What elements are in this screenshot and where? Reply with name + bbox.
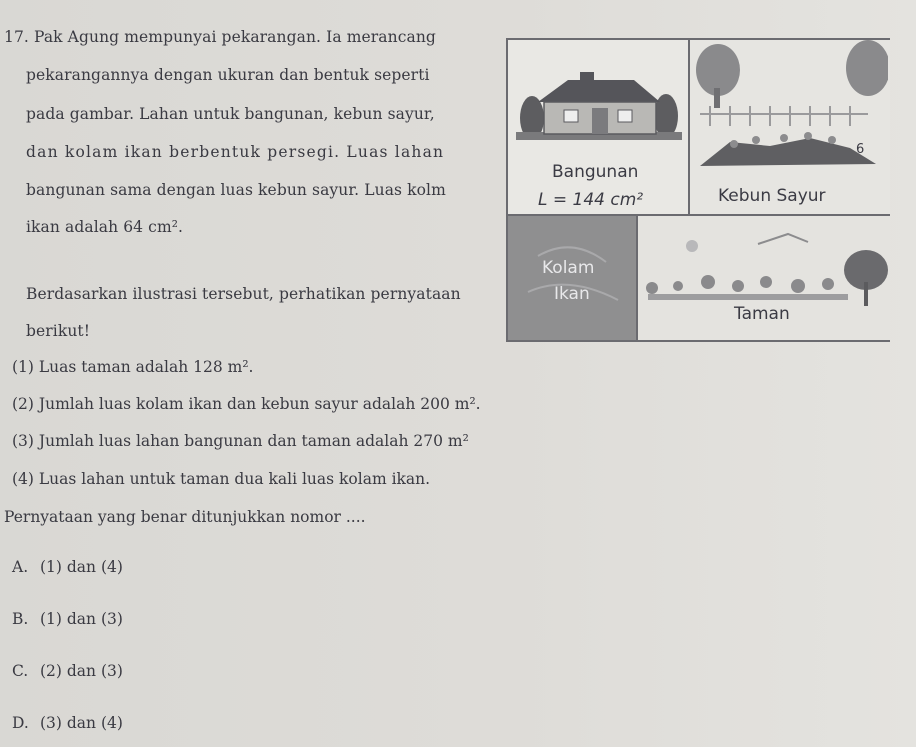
option-letter: D.: [12, 714, 29, 732]
option-d[interactable]: [12, 714, 123, 732]
option-letter: B.: [12, 610, 29, 628]
ikan-label: Ikan: [554, 284, 590, 304]
intro-line-5: bangunan sama dengan luas kebun sayur. Luas kolm: [26, 181, 446, 199]
bangunan-label: Bangunan: [552, 162, 639, 182]
kolam-label: Kolam: [542, 258, 595, 278]
option-a[interactable]: [12, 558, 123, 576]
option-text: (2) dan (3): [40, 662, 123, 680]
option-c[interactable]: [12, 662, 123, 680]
option-letter: A.: [12, 558, 29, 576]
option-b[interactable]: [12, 610, 123, 628]
question-ask: Pernyataan yang benar ditunjukkan nomor ....: [4, 508, 366, 526]
intro-line-3: pada gambar. Lahan untuk bangunan, kebun sayur,: [26, 105, 435, 123]
intro-line-1: 17. Pak Agung mempunyai pekarangan. Ia merancang: [4, 28, 436, 46]
kolam-ikan-plot: [508, 216, 638, 340]
statement-1: (1) Luas taman adalah 128 m².: [12, 358, 254, 376]
bangunan-plot: [508, 40, 690, 216]
plot-tag: 6: [856, 142, 865, 157]
prompt-line-1: Berdasarkan ilustrasi tersebut, perhatikan pernyataan: [26, 285, 461, 303]
taman-label: Taman: [734, 304, 790, 324]
bangunan-area-label: L = 144 cm²: [538, 190, 644, 210]
statement-3: (3) Jumlah luas lahan bangunan dan taman adalah 270 m²: [12, 432, 469, 450]
pond-icon: [508, 216, 636, 340]
yard-illustration: [506, 38, 890, 342]
taman-plot: [638, 216, 890, 340]
option-text: (1) dan (4): [40, 558, 123, 576]
prompt-line-2: berikut!: [26, 322, 91, 340]
intro-line-2: pekarangannya dengan ukuran dan bentuk seperti: [26, 66, 430, 84]
option-letter: C.: [12, 662, 29, 680]
intro-line-6: ikan adalah 64 cm².: [26, 218, 184, 236]
kebun-sayur-plot: [690, 40, 890, 216]
house-icon: [508, 40, 688, 214]
kebun-sayur-label: Kebun Sayur: [718, 186, 826, 206]
statement-4: (4) Luas lahan untuk taman dua kali luas kolam ikan.: [12, 470, 431, 488]
option-text: (1) dan (3): [40, 610, 123, 628]
statement-2: (2) Jumlah luas kolam ikan dan kebun sayur adalah 200 m².: [12, 395, 481, 413]
option-text: (3) dan (4): [40, 714, 123, 732]
intro-line-4: dan kolam ikan berbentuk persegi. Luas lahan: [26, 143, 445, 161]
question-number: 17.: [4, 28, 29, 46]
